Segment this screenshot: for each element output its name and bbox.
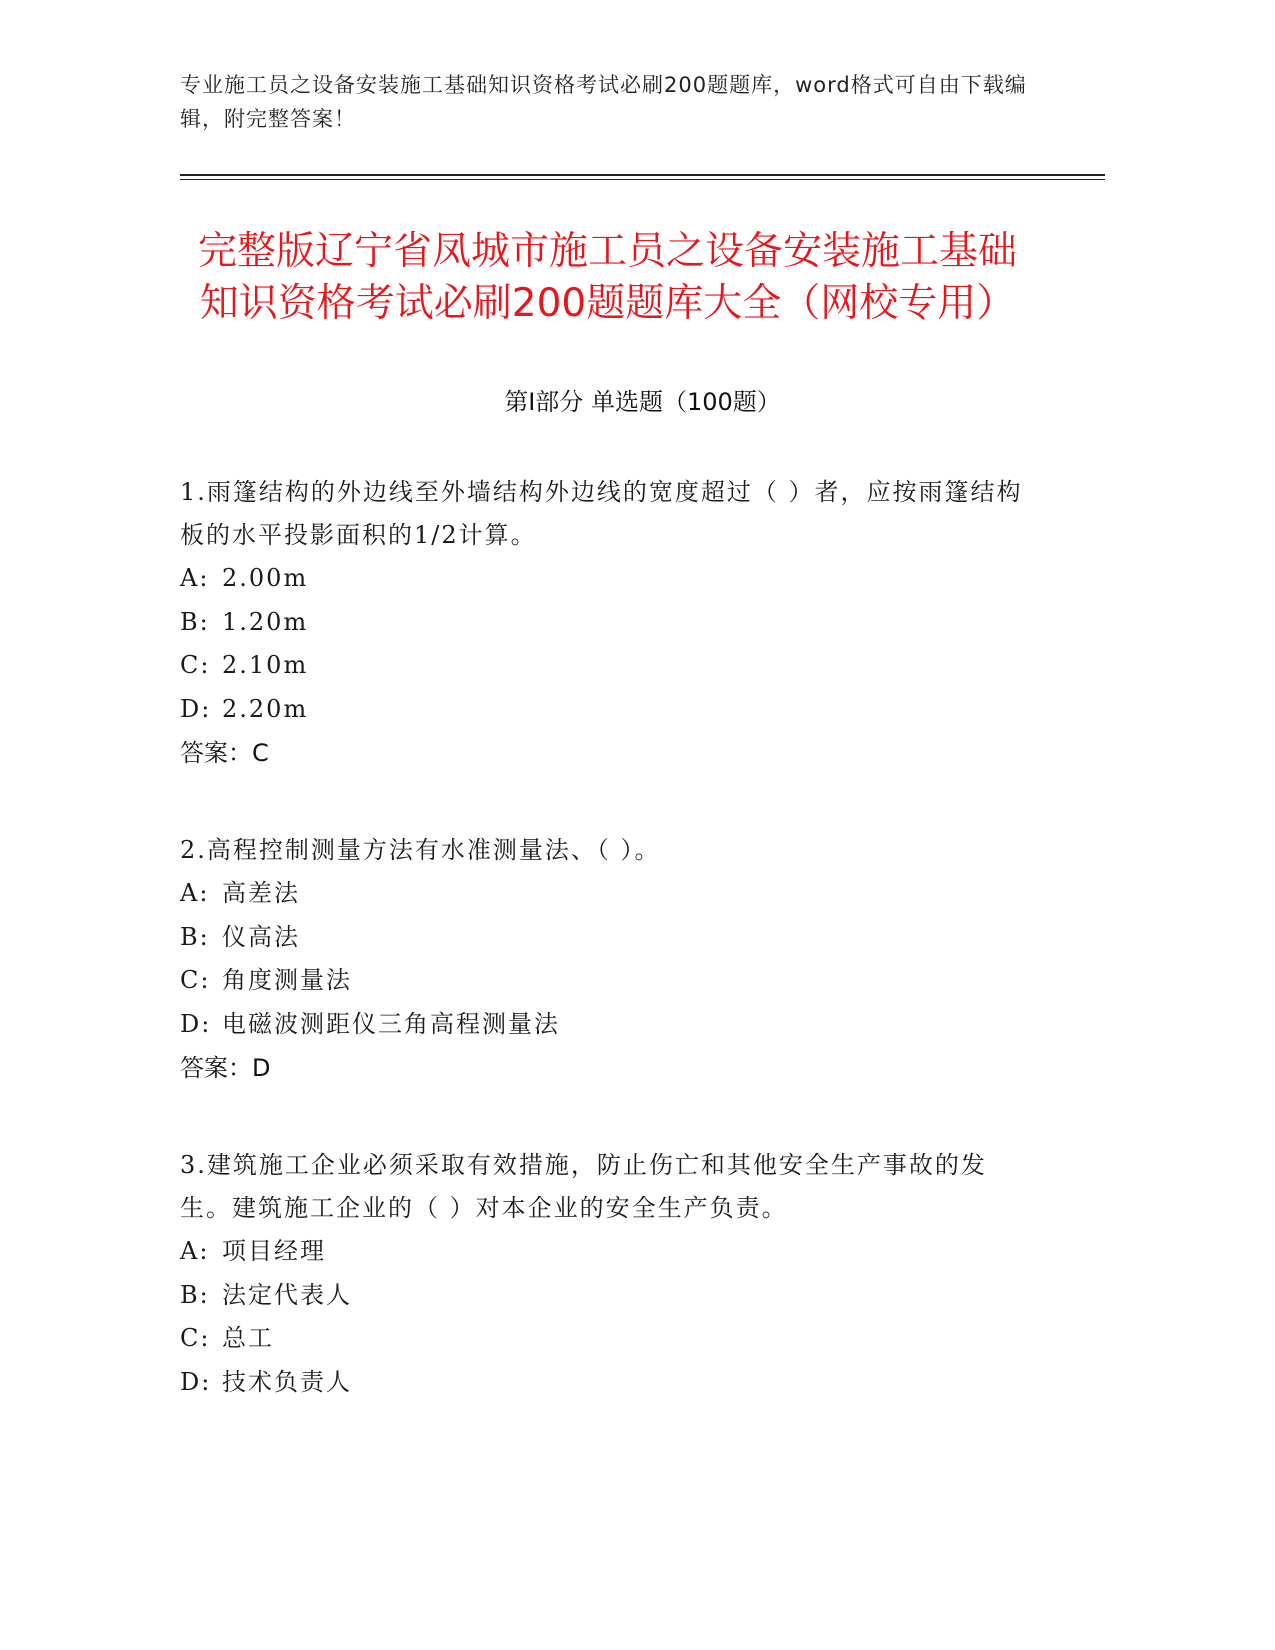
section-title: 第Ⅰ部分 单选题（100题）	[504, 388, 781, 416]
option-text: 技术负责人	[222, 1367, 352, 1396]
option-d	[180, 1361, 1105, 1405]
option-text: 2.20m	[222, 694, 309, 723]
option-key: A:	[180, 1237, 210, 1265]
option-key: C:	[180, 1324, 211, 1352]
option-a	[180, 1230, 1105, 1274]
option-text: 2.10m	[222, 651, 309, 679]
header-divider-thin	[180, 179, 1105, 180]
option-text: 法定代表人	[222, 1280, 352, 1309]
option-text: 项目经理	[222, 1237, 326, 1265]
header-divider	[180, 174, 1105, 176]
option-d	[180, 1003, 1105, 1047]
question-2	[180, 829, 1105, 1090]
option-c	[180, 959, 1105, 1003]
option-c	[180, 644, 1105, 688]
option-key: D:	[180, 1009, 212, 1038]
option-key: C:	[180, 966, 211, 994]
option-b	[180, 916, 1105, 960]
option-key: B:	[180, 922, 210, 951]
option-text: 角度测量法	[222, 966, 352, 994]
option-d	[180, 688, 1105, 732]
option-key: D:	[180, 1367, 212, 1396]
option-key: C:	[180, 651, 211, 679]
option-key: B:	[180, 607, 210, 636]
option-key: D:	[180, 694, 212, 723]
option-key: A:	[180, 879, 210, 907]
option-b	[180, 1274, 1105, 1318]
document-page	[180, 68, 1105, 1404]
option-text: 2.00m	[222, 564, 309, 592]
option-key: B:	[180, 1280, 210, 1309]
option-text: 电磁波测距仪三角高程测量法	[222, 1009, 560, 1038]
question-3	[180, 1144, 1105, 1404]
option-text: 高差法	[222, 879, 300, 907]
option-a	[180, 872, 1105, 916]
header-note: 专业施工员之设备安装施工基础知识资格考试必刷200题题库，word格式可自由下载编辑，附完整答案！	[180, 73, 1027, 131]
question-stem: 1.雨篷结构的外边线至外墙结构外边线的宽度超过（ ）者，应按雨篷结构板的水平投影面积的1/2计算。	[180, 478, 1023, 549]
question-1	[180, 471, 1105, 775]
option-text: 总工	[222, 1324, 274, 1352]
question-stem: 2.高程控制测量方法有水准测量法、（ ）。	[180, 836, 661, 864]
option-b	[180, 601, 1105, 645]
option-text: 仪高法	[222, 922, 300, 951]
answer-line: 答案：C	[180, 739, 269, 767]
option-key: A:	[180, 564, 210, 592]
option-a	[180, 557, 1105, 601]
question-stem: 3.建筑施工企业必须采取有效措施，防止伤亡和其他安全生产事故的发生。建筑施工企业的（ ）对本企业的安全生产负责。	[180, 1151, 987, 1222]
answer-line: 答案：D	[180, 1054, 271, 1082]
option-text: 1.20m	[222, 607, 309, 636]
option-c	[180, 1317, 1105, 1361]
document-title: 完整版辽宁省凤城市施工员之设备安装施工基础知识资格考试必刷200题题库大全（网校专用）	[197, 229, 1017, 326]
